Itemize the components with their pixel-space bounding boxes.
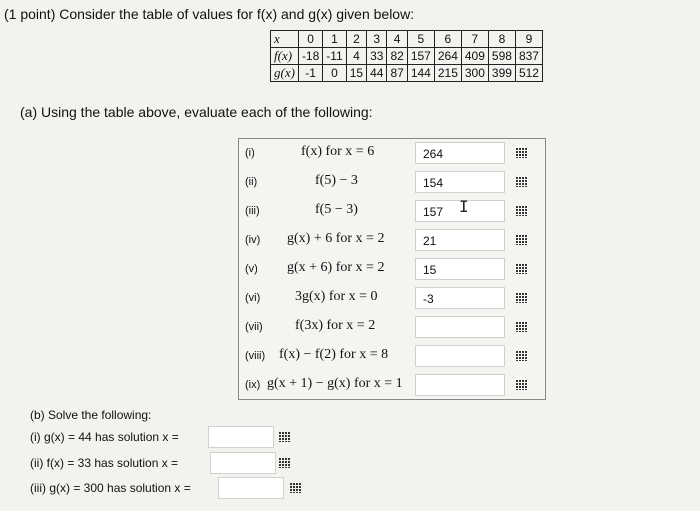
keypad-grid-icon[interactable] [516, 235, 528, 245]
g-cell: -1 [298, 65, 322, 82]
answer-input[interactable] [218, 477, 284, 499]
row-number: (i) [245, 147, 255, 159]
row-number: (viii) [245, 350, 266, 362]
row-expression: f(x) for x = 6 [301, 144, 375, 159]
g-header: g(x) [271, 65, 299, 82]
row-expression: 3g(x) for x = 0 [295, 289, 378, 304]
g-cell: 215 [434, 65, 461, 82]
x-cell: 9 [515, 31, 542, 48]
answer-row [239, 197, 545, 226]
row-expression: g(x + 6) for x = 2 [287, 260, 385, 275]
keypad-grid-icon[interactable] [279, 458, 291, 468]
f-cell: 409 [461, 48, 488, 65]
g-cell: 87 [387, 65, 407, 82]
answer-input[interactable] [208, 426, 274, 448]
row-expression: f(x) − f(2) for x = 8 [279, 347, 389, 362]
f-cell: 33 [367, 48, 387, 65]
answer-input[interactable] [415, 142, 505, 164]
g-row [271, 65, 543, 82]
x-cell: 7 [461, 31, 488, 48]
answer-input[interactable] [210, 452, 276, 474]
row-number: (vi) [245, 292, 261, 304]
g-cell: 300 [461, 65, 488, 82]
answer-input[interactable] [415, 229, 505, 251]
f-cell: -18 [298, 48, 322, 65]
x-header: x [271, 31, 299, 48]
answer-row [239, 342, 545, 371]
g-cell: 512 [515, 65, 542, 82]
values-table [270, 30, 543, 82]
part-b-row: (ii) f(x) = 33 has solution x = [30, 456, 179, 470]
keypad-grid-icon[interactable] [516, 293, 528, 303]
part-b-row: (iii) g(x) = 300 has solution x = [30, 481, 191, 495]
f-cell: 4 [346, 48, 366, 65]
answer-row [239, 313, 545, 342]
part-a-answer-table [238, 138, 546, 400]
answer-row [239, 226, 545, 255]
x-cell: 1 [323, 31, 346, 48]
f-row [271, 48, 543, 65]
answer-row [239, 284, 545, 313]
f-cell: 837 [515, 48, 542, 65]
answer-value: 15 [423, 263, 437, 277]
answer-input[interactable] [415, 316, 505, 338]
keypad-grid-icon[interactable] [516, 148, 528, 158]
answer-row [239, 168, 545, 197]
part-a-heading: (a) Using the table above, evaluate each of the following: [20, 104, 373, 120]
x-cell: 0 [298, 31, 322, 48]
x-cell: 6 [434, 31, 461, 48]
f-cell: 598 [488, 48, 515, 65]
answer-input[interactable] [415, 374, 505, 396]
answer-value: 264 [423, 147, 444, 161]
keypad-grid-icon[interactable] [516, 322, 528, 332]
answer-value: 21 [423, 234, 437, 248]
row-expression: f(5) − 3 [315, 173, 358, 188]
row-number: (vii) [245, 321, 263, 333]
row-number: (v) [245, 263, 258, 275]
answer-row [239, 255, 545, 284]
row-number: (ix) [245, 379, 261, 391]
keypad-grid-icon[interactable] [290, 483, 302, 493]
row-expression: f(5 − 3) [315, 202, 358, 217]
x-cell: 4 [387, 31, 407, 48]
g-cell: 399 [488, 65, 515, 82]
x-row [271, 31, 543, 48]
f-cell: -11 [323, 48, 346, 65]
keypad-grid-icon[interactable] [516, 206, 528, 216]
g-cell: 144 [407, 65, 434, 82]
g-cell: 44 [367, 65, 387, 82]
answer-value: -3 [423, 292, 434, 306]
part-b-row: (i) g(x) = 44 has solution x = [30, 430, 179, 444]
problem-intro: (1 point) Consider the table of values for f(x) and g(x) given below: [4, 6, 415, 22]
keypad-grid-icon[interactable] [516, 177, 528, 187]
f-cell: 264 [434, 48, 461, 65]
keypad-grid-icon[interactable] [279, 432, 291, 442]
g-cell: 15 [346, 65, 366, 82]
answer-value: 157 [423, 205, 444, 219]
keypad-grid-icon[interactable] [516, 351, 528, 361]
f-header: f(x) [271, 48, 299, 65]
keypad-grid-icon[interactable] [516, 380, 528, 390]
x-cell: 2 [346, 31, 366, 48]
row-number: (iv) [245, 234, 261, 246]
f-cell: 82 [387, 48, 407, 65]
x-cell: 8 [488, 31, 515, 48]
row-number: (ii) [245, 176, 258, 188]
row-expression: g(x + 1) − g(x) for x = 1 [267, 376, 403, 391]
text-cursor-icon: I [459, 197, 469, 216]
keypad-grid-icon[interactable] [516, 264, 528, 274]
answer-input[interactable] [415, 345, 505, 367]
row-number: (iii) [245, 205, 260, 217]
row-expression: g(x) + 6 for x = 2 [287, 231, 385, 246]
answer-input[interactable] [415, 287, 505, 309]
x-cell: 3 [367, 31, 387, 48]
f-cell: 157 [407, 48, 434, 65]
answer-row [239, 371, 545, 400]
row-expression: f(3x) for x = 2 [295, 318, 376, 333]
part-b-heading: (b) Solve the following: [30, 408, 152, 422]
g-cell: 0 [323, 65, 346, 82]
answer-value: 154 [423, 176, 444, 190]
answer-input[interactable] [415, 258, 505, 280]
answer-row [239, 139, 545, 168]
x-cell: 5 [407, 31, 434, 48]
answer-input[interactable] [415, 171, 505, 193]
